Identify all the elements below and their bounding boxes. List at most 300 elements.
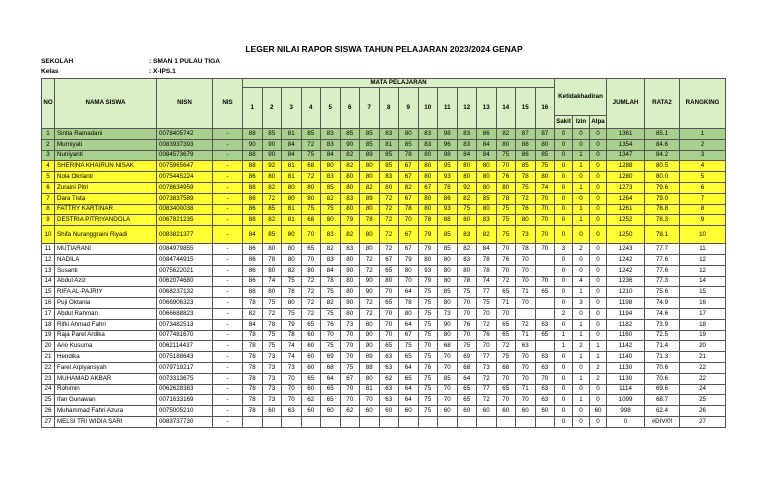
cell-no: 2 bbox=[42, 139, 55, 150]
cell-nilai-4: 60 bbox=[301, 384, 321, 395]
cell-nis: - bbox=[213, 226, 243, 244]
cell-nisn: 0073482513 bbox=[157, 319, 213, 330]
cell-nilai-12: 75 bbox=[457, 287, 477, 298]
cell-rata2: 68.7 bbox=[645, 395, 680, 406]
cell-rata2: 78.3 bbox=[645, 215, 680, 226]
cell-nilai-9: 67 bbox=[399, 193, 419, 204]
cell-nama: Ario Kusuma bbox=[55, 341, 157, 352]
cell-nilai-16: 75 bbox=[535, 161, 555, 172]
cell-nilai-11: 85 bbox=[438, 244, 458, 255]
cell-nilai-13: 78 bbox=[477, 254, 497, 265]
cell-jumlah: 1210 bbox=[607, 287, 645, 298]
cell-nilai-10: 80 bbox=[418, 172, 438, 183]
cell-nilai-14: 60 bbox=[496, 406, 516, 417]
cell-alpa: 0 bbox=[590, 330, 607, 341]
cell-nilai-14: 70 bbox=[496, 161, 516, 172]
cell-nilai-14: 70 bbox=[496, 395, 516, 406]
cell-nilai-7: 80 bbox=[360, 161, 380, 172]
cell-nisn: 0067821235 bbox=[157, 215, 213, 226]
cell-rata2: 69.6 bbox=[645, 384, 680, 395]
cell-izin: 1 bbox=[573, 330, 590, 341]
cell-izin: 0 bbox=[573, 406, 590, 417]
cell-nama: RIFA AL-PAJRIY bbox=[55, 287, 157, 298]
cell-nilai-6: 80 bbox=[340, 172, 360, 183]
cell-nilai-11: 73 bbox=[438, 308, 458, 319]
cell-nilai-6: 83 bbox=[340, 193, 360, 204]
cell-nilai-13: 80 bbox=[477, 172, 497, 183]
header-rangking: RANGKING bbox=[680, 79, 726, 129]
table-row bbox=[42, 226, 726, 244]
cell-nilai-3: 79 bbox=[282, 319, 302, 330]
cell-nilai-11: 86 bbox=[438, 193, 458, 204]
cell-nilai-16: 70 bbox=[535, 215, 555, 226]
table-row bbox=[42, 204, 726, 215]
cell-jumlah: 1140 bbox=[607, 352, 645, 363]
cell-nilai-3: 81 bbox=[282, 129, 302, 140]
cell-alpa: 0 bbox=[590, 150, 607, 161]
cell-nilai-16 bbox=[535, 298, 555, 309]
cell-alpa: 1 bbox=[590, 352, 607, 363]
cell-rata2: 70.6 bbox=[645, 373, 680, 384]
cell-rata2: 77.6 bbox=[645, 254, 680, 265]
cell-nilai-8: 81 bbox=[379, 139, 399, 150]
cell-nilai-9: 64 bbox=[399, 287, 419, 298]
cell-no: 12 bbox=[42, 254, 55, 265]
cell-nilai-15: 85 bbox=[516, 161, 536, 172]
cell-nilai-11: 98 bbox=[438, 129, 458, 140]
cell-no: 23 bbox=[42, 373, 55, 384]
cell-nilai-12: 80 bbox=[457, 172, 477, 183]
cell-nilai-3: 73 bbox=[282, 362, 302, 373]
cell-nilai-14: 70 bbox=[496, 308, 516, 319]
header-subject-9: 9 bbox=[399, 88, 419, 129]
cell-nilai-10: 75 bbox=[418, 395, 438, 406]
cell-nilai-16: 87 bbox=[535, 129, 555, 140]
cell-nilai-4: 80 bbox=[301, 193, 321, 204]
cell-nis: - bbox=[213, 298, 243, 309]
cell-nilai-8: 83 bbox=[379, 129, 399, 140]
cell-nilai-4: 65 bbox=[301, 373, 321, 384]
cell-sakit: 0 bbox=[555, 276, 573, 287]
cell-rata2: 79.6 bbox=[645, 182, 680, 193]
cell-nilai-1: 88 bbox=[243, 215, 263, 226]
cell-nisn: 0075965647 bbox=[157, 161, 213, 172]
cell-nama: Shifa Nuranggraini Riyadi bbox=[55, 226, 157, 244]
cell-nilai-9: 70 bbox=[399, 215, 419, 226]
cell-jumlah: 1130 bbox=[607, 362, 645, 373]
cell-nilai-12: 70 bbox=[457, 330, 477, 341]
cell-nilai-12: 80 bbox=[457, 215, 477, 226]
cell-nis: - bbox=[213, 287, 243, 298]
cell-no: 10 bbox=[42, 226, 55, 244]
table-row bbox=[42, 406, 726, 417]
cell-alpa: 0 bbox=[590, 204, 607, 215]
cell-nilai-13: 72 bbox=[477, 373, 497, 384]
cell-izin: 1 bbox=[573, 352, 590, 363]
cell-nilai-1: 86 bbox=[243, 204, 263, 215]
cell-nilai-5: 75 bbox=[321, 341, 341, 352]
cell-nilai-14: 70 bbox=[496, 373, 516, 384]
cell-nis: - bbox=[213, 265, 243, 276]
table-row bbox=[42, 416, 726, 427]
cell-nilai-13: 80 bbox=[477, 204, 497, 215]
cell-nilai-16: 70 bbox=[535, 276, 555, 287]
cell-nilai-8: 72 bbox=[379, 204, 399, 215]
cell-rangking: 11 bbox=[680, 244, 726, 255]
cell-nilai-13: 73 bbox=[477, 362, 497, 373]
cell-nilai-2: 90 bbox=[262, 150, 282, 161]
cell-nilai-14: 78 bbox=[496, 193, 516, 204]
cell-nilai-12: 60 bbox=[457, 406, 477, 417]
cell-nilai-15 bbox=[516, 416, 536, 427]
cell-nilai-14: 76 bbox=[496, 254, 516, 265]
cell-rata2: 85.1 bbox=[645, 129, 680, 140]
cell-nilai-7: 85 bbox=[360, 129, 380, 140]
cell-nilai-1: 78 bbox=[243, 395, 263, 406]
cell-jumlah: 1242 bbox=[607, 265, 645, 276]
cell-nilai-10: 80 bbox=[418, 254, 438, 265]
cell-nilai-5: 82 bbox=[321, 193, 341, 204]
cell-nilai-16: 70 bbox=[535, 244, 555, 255]
cell-nilai-8: 72 bbox=[379, 215, 399, 226]
header-sakit: Sakit bbox=[555, 116, 573, 129]
cell-nilai-2: 73 bbox=[262, 384, 282, 395]
cell-nis: - bbox=[213, 406, 243, 417]
cell-nilai-5: 75 bbox=[321, 204, 341, 215]
cell-nilai-7: 88 bbox=[360, 362, 380, 373]
cell-nilai-7: 80 bbox=[360, 204, 380, 215]
cell-nisn: 0084979855 bbox=[157, 244, 213, 255]
cell-nilai-3: 78 bbox=[282, 330, 302, 341]
cell-nama: Farel Arpiyansyah bbox=[55, 362, 157, 373]
cell-izin: 0 bbox=[573, 265, 590, 276]
cell-nilai-15: 70 bbox=[516, 352, 536, 363]
cell-rangking: 12 bbox=[680, 265, 726, 276]
cell-nilai-13: 83 bbox=[477, 215, 497, 226]
cell-nama: Murniyati bbox=[55, 139, 157, 150]
school-info bbox=[41, 58, 220, 65]
cell-nilai-8: 85 bbox=[379, 150, 399, 161]
cell-nilai-9: 65 bbox=[399, 352, 419, 363]
cell-no: 21 bbox=[42, 352, 55, 363]
cell-sakit: 0 bbox=[555, 362, 573, 373]
cell-nilai-15: 87 bbox=[516, 129, 536, 140]
cell-nilai-2: 72 bbox=[262, 193, 282, 204]
cell-nama: MUHAMAD AKBAR bbox=[55, 373, 157, 384]
cell-nilai-13: 75 bbox=[477, 298, 497, 309]
cell-nilai-10: 80 bbox=[418, 193, 438, 204]
cell-nilai-1: 86 bbox=[243, 172, 263, 183]
grade-ledger-table bbox=[41, 78, 726, 428]
cell-rangking: 21 bbox=[680, 352, 726, 363]
cell-rangking: 24 bbox=[680, 384, 726, 395]
cell-nisn: 0083937393 bbox=[157, 139, 213, 150]
cell-nilai-7: 80 bbox=[360, 172, 380, 183]
cell-nisn: 0073837589 bbox=[157, 193, 213, 204]
cell-nis: - bbox=[213, 276, 243, 287]
cell-nilai-6: 80 bbox=[340, 265, 360, 276]
cell-nis: - bbox=[213, 308, 243, 319]
cell-nilai-7: 89 bbox=[360, 193, 380, 204]
cell-nilai-7: 82 bbox=[360, 182, 380, 193]
cell-nilai-9: 64 bbox=[399, 384, 419, 395]
cell-nilai-15: 70 bbox=[516, 254, 536, 265]
cell-nilai-13: 84 bbox=[477, 139, 497, 150]
cell-nilai-5: 84 bbox=[321, 265, 341, 276]
cell-nilai-16: 70 bbox=[535, 193, 555, 204]
cell-nilai-13: 86 bbox=[477, 129, 497, 140]
cell-izin: 1 bbox=[573, 161, 590, 172]
cell-nilai-16: 80 bbox=[535, 139, 555, 150]
cell-nilai-3: 80 bbox=[282, 244, 302, 255]
cell-nilai-2: 85 bbox=[262, 204, 282, 215]
cell-nilai-11: 80 bbox=[438, 298, 458, 309]
cell-nilai-9: 75 bbox=[399, 341, 419, 352]
cell-nilai-5: 83 bbox=[321, 139, 341, 150]
cell-alpa: 0 bbox=[590, 254, 607, 265]
cell-nilai-4: 60 bbox=[301, 352, 321, 363]
cell-nilai-6 bbox=[340, 416, 360, 427]
cell-nilai-5 bbox=[321, 416, 341, 427]
cell-nilai-3: 80 bbox=[282, 226, 302, 244]
cell-nilai-13: 82 bbox=[477, 226, 497, 244]
cell-nilai-3: 81 bbox=[282, 204, 302, 215]
cell-nilai-5: 75 bbox=[321, 308, 341, 319]
cell-izin: 0 bbox=[573, 362, 590, 373]
cell-nilai-14: 70 bbox=[496, 265, 516, 276]
cell-no: 13 bbox=[42, 265, 55, 276]
cell-nilai-4: 70 bbox=[301, 254, 321, 265]
cell-nilai-16: 63 bbox=[535, 319, 555, 330]
cell-nilai-2: 80 bbox=[262, 244, 282, 255]
cell-nilai-3: 70 bbox=[282, 384, 302, 395]
header-rata2: RATA2 bbox=[645, 79, 680, 129]
cell-jumlah: 1194 bbox=[607, 308, 645, 319]
cell-nilai-13: 70 bbox=[477, 308, 497, 319]
cell-nilai-5: 82 bbox=[321, 298, 341, 309]
cell-nilai-14: 82 bbox=[496, 129, 516, 140]
cell-jumlah: 1114 bbox=[607, 384, 645, 395]
cell-nilai-10: 67 bbox=[418, 182, 438, 193]
cell-nilai-2: 80 bbox=[262, 287, 282, 298]
cell-nilai-6: 75 bbox=[340, 362, 360, 373]
cell-rata2: 77.6 bbox=[645, 265, 680, 276]
cell-alpa: 0 bbox=[590, 287, 607, 298]
cell-nilai-1: 82 bbox=[243, 308, 263, 319]
cell-nilai-13: 72 bbox=[477, 395, 497, 406]
class-label: Kelas bbox=[41, 68, 59, 75]
cell-jumlah: 1099 bbox=[607, 395, 645, 406]
cell-nilai-9: 67 bbox=[399, 226, 419, 244]
cell-nilai-6: 80 bbox=[340, 254, 360, 265]
cell-alpa: 0 bbox=[590, 172, 607, 183]
cell-nilai-5: 65 bbox=[321, 384, 341, 395]
cell-nilai-13: 84 bbox=[477, 244, 497, 255]
cell-no: 22 bbox=[42, 362, 55, 373]
cell-nilai-13: 84 bbox=[477, 150, 497, 161]
cell-nilai-5: 60 bbox=[321, 406, 341, 417]
cell-nilai-14: 65 bbox=[496, 287, 516, 298]
cell-no: 26 bbox=[42, 406, 55, 417]
cell-jumlah: 1280 bbox=[607, 172, 645, 183]
cell-rangking: 3 bbox=[680, 150, 726, 161]
header-ketidakhadiran: Ketidakhadiran bbox=[555, 79, 607, 116]
cell-nilai-1: 86 bbox=[243, 254, 263, 265]
cell-nilai-5: 70 bbox=[321, 330, 341, 341]
cell-nis: - bbox=[213, 384, 243, 395]
cell-nilai-12: 75 bbox=[457, 341, 477, 352]
table-row bbox=[42, 352, 726, 363]
cell-izin: 0 bbox=[573, 416, 590, 427]
cell-nilai-10 bbox=[418, 416, 438, 427]
cell-jumlah: 1261 bbox=[607, 204, 645, 215]
cell-jumlah: 998 bbox=[607, 406, 645, 417]
cell-nilai-4: 72 bbox=[301, 276, 321, 287]
header-izin: Izin bbox=[573, 116, 590, 129]
cell-jumlah: 1243 bbox=[607, 244, 645, 255]
cell-nilai-6: 70 bbox=[340, 395, 360, 406]
cell-nilai-6: 62 bbox=[340, 406, 360, 417]
cell-jumlah: 1273 bbox=[607, 182, 645, 193]
cell-nilai-2: 92 bbox=[262, 161, 282, 172]
cell-nilai-12: 83 bbox=[457, 129, 477, 140]
cell-nilai-8: 72 bbox=[379, 193, 399, 204]
cell-izin: 1 bbox=[573, 204, 590, 215]
cell-nilai-3: 81 bbox=[282, 215, 302, 226]
cell-nilai-8: 65 bbox=[379, 265, 399, 276]
header-subject-14: 14 bbox=[496, 88, 516, 129]
cell-nilai-3: 80 bbox=[282, 182, 302, 193]
cell-nilai-2: 75 bbox=[262, 298, 282, 309]
cell-sakit: 0 bbox=[555, 416, 573, 427]
cell-nilai-16: 85 bbox=[535, 150, 555, 161]
cell-jumlah: 1130 bbox=[607, 373, 645, 384]
cell-nilai-14: 68 bbox=[496, 362, 516, 373]
cell-nilai-6: 90 bbox=[340, 139, 360, 150]
cell-no: 14 bbox=[42, 276, 55, 287]
cell-nilai-12: 64 bbox=[457, 373, 477, 384]
cell-nilai-3: 74 bbox=[282, 352, 302, 363]
cell-nilai-5: 78 bbox=[321, 276, 341, 287]
cell-nilai-2: 72 bbox=[262, 308, 282, 319]
cell-nilai-5: 82 bbox=[321, 244, 341, 255]
cell-nilai-12: 78 bbox=[457, 276, 477, 287]
cell-nilai-5: 83 bbox=[321, 129, 341, 140]
table-row bbox=[42, 276, 726, 287]
cell-nilai-6: 70 bbox=[340, 352, 360, 363]
cell-nisn: 0084744915 bbox=[157, 254, 213, 265]
cell-nilai-5: 64 bbox=[321, 373, 341, 384]
cell-nilai-11: 80 bbox=[438, 254, 458, 265]
cell-nilai-16: 60 bbox=[535, 406, 555, 417]
table-row bbox=[42, 373, 726, 384]
cell-nilai-16: 70 bbox=[535, 226, 555, 244]
cell-nilai-15: 75 bbox=[516, 182, 536, 193]
cell-nis: - bbox=[213, 204, 243, 215]
cell-no: 1 bbox=[42, 129, 55, 140]
cell-nisn: 0071633169 bbox=[157, 395, 213, 406]
cell-nisn: 0075188643 bbox=[157, 352, 213, 363]
cell-nilai-5: 84 bbox=[321, 150, 341, 161]
cell-rangking: 5 bbox=[680, 172, 726, 183]
cell-nilai-2: 74 bbox=[262, 276, 282, 287]
cell-nilai-16: 70 bbox=[535, 204, 555, 215]
cell-rangking: 15 bbox=[680, 287, 726, 298]
cell-nis: - bbox=[213, 193, 243, 204]
cell-nilai-15: 70 bbox=[516, 298, 536, 309]
cell-rangking: 7 bbox=[680, 193, 726, 204]
cell-nilai-4: 72 bbox=[301, 298, 321, 309]
cell-nilai-4: 62 bbox=[301, 395, 321, 406]
cell-nis: - bbox=[213, 395, 243, 406]
cell-nilai-14: 80 bbox=[496, 182, 516, 193]
header-subject-6: 6 bbox=[340, 88, 360, 129]
cell-nis: - bbox=[213, 161, 243, 172]
cell-izin: 0 bbox=[573, 226, 590, 244]
cell-nilai-11: 95 bbox=[438, 161, 458, 172]
cell-nilai-7: 70 bbox=[360, 395, 380, 406]
cell-nilai-3: 80 bbox=[282, 254, 302, 265]
cell-nis: - bbox=[213, 129, 243, 140]
table-row bbox=[42, 129, 726, 140]
cell-nilai-15: 70 bbox=[516, 265, 536, 276]
cell-nilai-11: 70 bbox=[438, 384, 458, 395]
cell-nilai-15: 71 bbox=[516, 287, 536, 298]
cell-izin: 1 bbox=[573, 395, 590, 406]
cell-nilai-14: 65 bbox=[496, 384, 516, 395]
cell-rata2: 78.1 bbox=[645, 226, 680, 244]
cell-nilai-1: 78 bbox=[243, 352, 263, 363]
cell-rata2: 80.0 bbox=[645, 172, 680, 183]
cell-nilai-11: 80 bbox=[438, 330, 458, 341]
cell-nilai-15: 73 bbox=[516, 226, 536, 244]
cell-rangking: 14 bbox=[680, 276, 726, 287]
cell-nilai-10: 75 bbox=[418, 287, 438, 298]
cell-nilai-8: 63 bbox=[379, 384, 399, 395]
cell-nilai-1: 78 bbox=[243, 373, 263, 384]
cell-nilai-9: 60 bbox=[399, 406, 419, 417]
cell-nilai-6: 70 bbox=[340, 384, 360, 395]
cell-nisn: 0062114437 bbox=[157, 341, 213, 352]
cell-nilai-10: 83 bbox=[418, 139, 438, 150]
cell-nilai-3: 81 bbox=[282, 161, 302, 172]
cell-sakit: 0 bbox=[555, 352, 573, 363]
cell-nama: Puji Oktania bbox=[55, 298, 157, 309]
cell-nama: MUTIARANI bbox=[55, 244, 157, 255]
cell-alpa: 0 bbox=[590, 182, 607, 193]
cell-alpa: 0 bbox=[590, 129, 607, 140]
cell-nilai-6: 70 bbox=[340, 330, 360, 341]
cell-nilai-10: 79 bbox=[418, 226, 438, 244]
cell-nilai-16 bbox=[535, 308, 555, 319]
cell-nilai-8: 72 bbox=[379, 226, 399, 244]
cell-nilai-14: 65 bbox=[496, 319, 516, 330]
cell-nilai-6: 70 bbox=[340, 341, 360, 352]
cell-rangking: 12 bbox=[680, 254, 726, 265]
cell-no: 24 bbox=[42, 384, 55, 395]
cell-nilai-14: 70 bbox=[496, 244, 516, 255]
cell-nilai-10: 76 bbox=[418, 362, 438, 373]
cell-rata2: 79.0 bbox=[645, 193, 680, 204]
cell-nisn: 0079719217 bbox=[157, 362, 213, 373]
cell-nama: Rohimin bbox=[55, 384, 157, 395]
cell-nilai-5: 69 bbox=[321, 352, 341, 363]
cell-nilai-3: 74 bbox=[282, 341, 302, 352]
cell-nilai-10: 80 bbox=[418, 204, 438, 215]
cell-rata2: 74.9 bbox=[645, 298, 680, 309]
cell-nilai-2 bbox=[262, 416, 282, 427]
cell-jumlah: 1264 bbox=[607, 193, 645, 204]
